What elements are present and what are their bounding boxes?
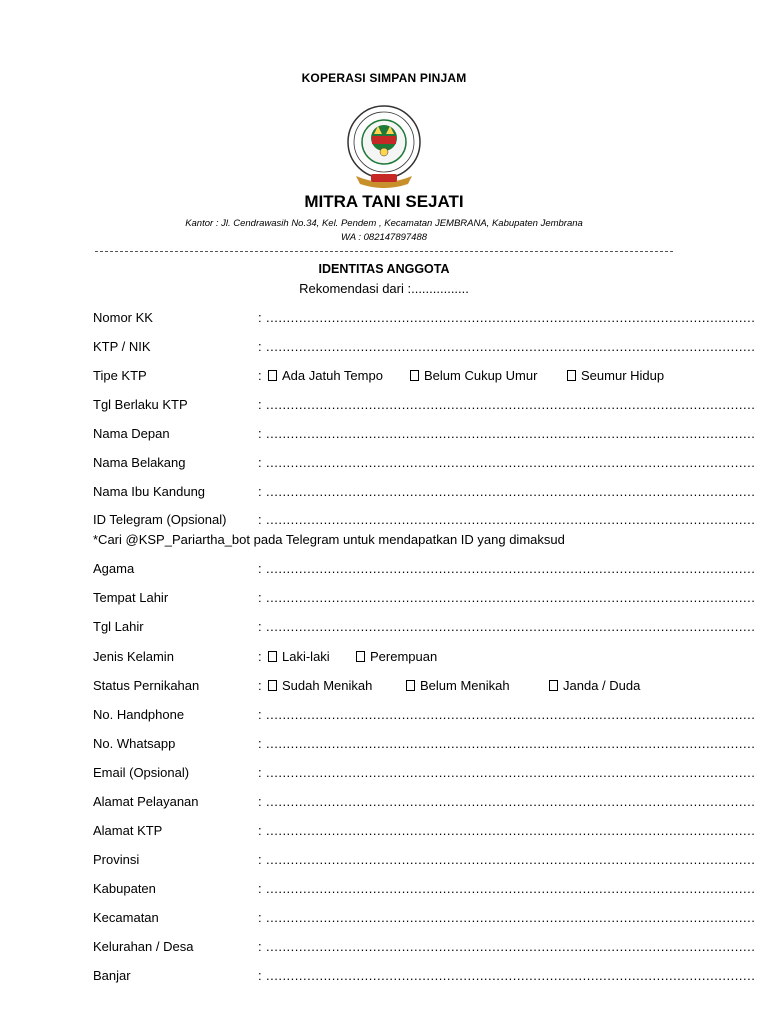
option-belum-menikah[interactable] — [406, 678, 510, 693]
checkbox-icon[interactable] — [268, 680, 277, 691]
field-label: Email (Opsional) — [93, 765, 190, 780]
fill-in-line[interactable]: ....................................................................................................................... — [266, 339, 756, 354]
fill-in-line[interactable]: ....................................................................................................................... — [266, 736, 756, 751]
checkbox-icon[interactable] — [549, 680, 558, 691]
fill-in-line[interactable]: ....................................................................................................................... — [266, 707, 756, 722]
field-tipe-ktp — [93, 368, 673, 386]
field-colon: : — [258, 397, 262, 412]
field-ktp-nik — [93, 339, 756, 357]
fill-in-line[interactable]: ....................................................................................................................... — [266, 852, 756, 867]
option-label: Janda / Duda — [563, 678, 641, 693]
field-colon: : — [258, 707, 262, 722]
field-label: KTP / NIK — [93, 339, 151, 354]
field-label: Jenis Kelamin — [93, 649, 174, 664]
field-nama-depan — [93, 426, 756, 444]
option-seumur-hidup[interactable] — [567, 368, 664, 383]
checkbox-icon[interactable] — [268, 370, 277, 381]
fill-in-line[interactable]: ....................................................................................................................... — [266, 794, 756, 809]
field-tempat-lahir — [93, 590, 756, 608]
fill-in-line[interactable]: ....................................................................................................................... — [266, 561, 756, 576]
field-tgl-lahir — [93, 619, 756, 637]
option-label: Belum Cukup Umur — [424, 368, 538, 383]
checkbox-icon[interactable] — [268, 651, 277, 662]
field-label: Alamat KTP — [93, 823, 163, 838]
field-colon: : — [258, 649, 262, 664]
option-ada-jatuh-tempo[interactable] — [268, 368, 383, 383]
option-label: Laki-laki — [282, 649, 330, 664]
checkbox-icon[interactable] — [567, 370, 576, 381]
field-label: Nama Ibu Kandung — [93, 484, 206, 499]
option-janda-duda[interactable] — [549, 678, 640, 693]
fill-in-line[interactable]: ....................................................................................................................... — [266, 512, 756, 527]
field-label: Nama Belakang — [93, 455, 186, 470]
fill-in-line[interactable]: ....................................................................................................................... — [266, 765, 756, 780]
field-colon: : — [258, 426, 262, 441]
field-banjar — [93, 968, 756, 986]
option-label: Seumur Hidup — [581, 368, 665, 383]
field-colon: : — [258, 619, 262, 634]
option-label: Perempuan — [370, 649, 438, 664]
field-colon: : — [258, 939, 262, 954]
field-label: Tempat Lahir — [93, 590, 169, 605]
option-label: Ada Jatuh Tempo — [282, 368, 383, 383]
telegram-note: *Cari @KSP_Pariartha_bot pada Telegram untuk mendapatkan ID yang dimaksud — [93, 532, 565, 547]
field-nomor-kk — [93, 310, 756, 328]
field-colon: : — [258, 590, 262, 605]
field-no-handphone — [93, 707, 756, 725]
field-label: Banjar — [93, 968, 131, 983]
field-status-pernikahan — [93, 678, 673, 696]
fill-in-line[interactable]: ....................................................................................................................... — [266, 590, 756, 605]
field-colon: : — [258, 910, 262, 925]
option-sudah-menikah[interactable] — [268, 678, 372, 693]
field-tgl-berlaku-ktp — [93, 397, 756, 415]
option-belum-cukup-umur[interactable] — [410, 368, 537, 383]
checkbox-icon[interactable] — [356, 651, 365, 662]
checkbox-icon[interactable] — [406, 680, 415, 691]
fill-in-line[interactable]: ....................................................................................................................... — [266, 881, 756, 896]
field-colon: : — [258, 561, 262, 576]
fill-in-line[interactable]: ....................................................................................................................... — [266, 455, 756, 470]
field-colon: : — [258, 455, 262, 470]
whatsapp-contact: WA : 082147897488 — [340, 232, 428, 243]
field-colon: : — [258, 484, 262, 499]
recommendation-line: Rekomendasi dari :................ — [299, 281, 469, 296]
field-colon: : — [258, 852, 262, 867]
field-label: Nomor KK — [93, 310, 153, 325]
fill-in-line[interactable]: ....................................................................................................................... — [266, 484, 756, 499]
checkbox-icon[interactable] — [410, 370, 419, 381]
field-label: Nama Depan — [93, 426, 170, 441]
field-colon: : — [258, 765, 262, 780]
field-nama-ibu-kandung — [93, 484, 756, 502]
cooperative-type-heading: KOPERASI SIMPAN PINJAM — [301, 71, 467, 85]
fill-in-line[interactable]: ....................................................................................................................... — [266, 397, 756, 412]
field-jenis-kelamin — [93, 649, 673, 667]
fill-in-line[interactable]: ....................................................................................................................... — [266, 310, 756, 325]
option-label: Belum Menikah — [420, 678, 510, 693]
fill-in-line[interactable]: ....................................................................................................................... — [266, 910, 756, 925]
field-alamat-pelayanan — [93, 794, 756, 812]
field-colon: : — [258, 678, 262, 693]
field-id-telegram — [93, 512, 756, 530]
fill-in-line[interactable]: ....................................................................................................................... — [266, 619, 756, 634]
header-separator — [95, 251, 673, 252]
organization-name: MITRA TANI SEJATI — [304, 192, 464, 211]
field-label: Kelurahan / Desa — [93, 939, 194, 954]
field-label: Tipe KTP — [93, 368, 147, 383]
field-provinsi — [93, 852, 756, 870]
field-label: Kecamatan — [93, 910, 159, 925]
fill-in-line[interactable]: ....................................................................................................................... — [266, 939, 756, 954]
field-colon: : — [258, 968, 262, 983]
field-alamat-ktp — [93, 823, 756, 841]
option-laki-laki[interactable] — [268, 649, 330, 664]
field-colon: : — [258, 823, 262, 838]
field-no-whatsapp — [93, 736, 756, 754]
option-perempuan[interactable] — [356, 649, 437, 664]
field-label: Alamat Pelayanan — [93, 794, 199, 809]
fill-in-line[interactable]: ....................................................................................................................... — [266, 968, 756, 983]
field-label: Tgl Berlaku KTP — [93, 397, 188, 412]
field-agama — [93, 561, 756, 579]
fill-in-line[interactable]: ....................................................................................................................... — [266, 426, 756, 441]
field-label: ID Telegram (Opsional) — [93, 512, 227, 527]
field-label: Provinsi — [93, 852, 140, 867]
field-colon: : — [258, 512, 262, 527]
field-colon: : — [258, 736, 262, 751]
field-label: Tgl Lahir — [93, 619, 144, 634]
field-colon: : — [258, 881, 262, 896]
field-label: Agama — [93, 561, 135, 576]
field-kelurahan-desa — [93, 939, 756, 957]
field-label: No. Handphone — [93, 707, 185, 722]
field-nama-belakang — [93, 455, 756, 473]
field-colon: : — [258, 339, 262, 354]
office-address: Kantor : Jl. Cendrawasih No.34, Kel. Pendem , Kecamatan JEMBRANA, Kabupaten Jembrana — [185, 218, 583, 229]
field-kabupaten — [93, 881, 756, 899]
cooperative-logo — [344, 104, 424, 190]
field-label: Kabupaten — [93, 881, 156, 896]
field-label: No. Whatsapp — [93, 736, 176, 751]
field-kecamatan — [93, 910, 756, 928]
field-colon: : — [258, 368, 262, 383]
field-colon: : — [258, 310, 262, 325]
field-email — [93, 765, 756, 783]
field-colon: : — [258, 794, 262, 809]
option-label: Sudah Menikah — [282, 678, 373, 693]
field-label: Status Pernikahan — [93, 678, 200, 693]
section-title: IDENTITAS ANGGOTA — [318, 262, 450, 276]
fill-in-line[interactable]: ....................................................................................................................... — [266, 823, 756, 838]
